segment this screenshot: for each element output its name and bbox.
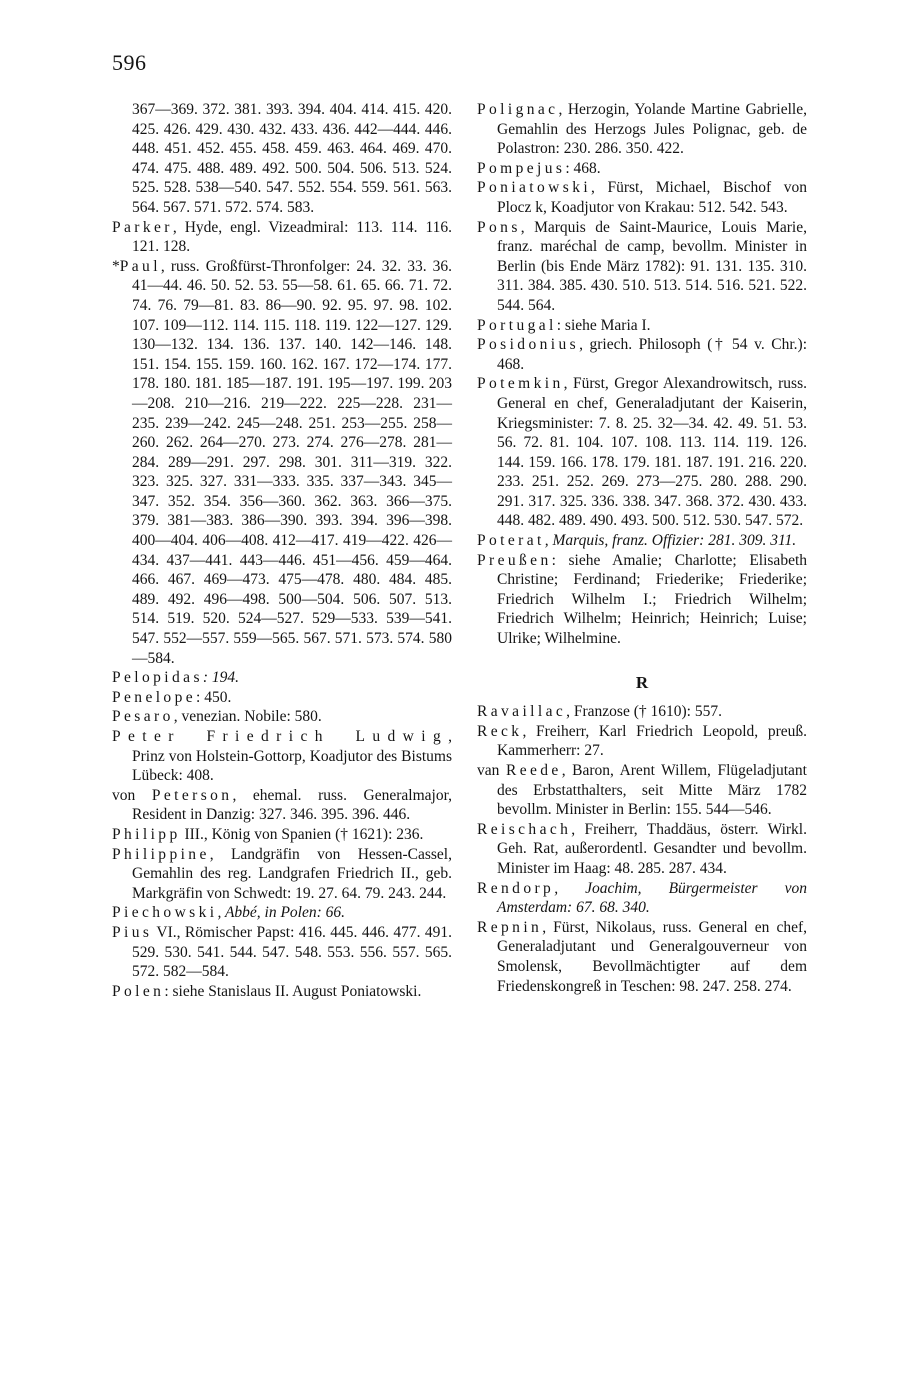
entry-text: III., König von Spanien († 1621): 236. (180, 825, 424, 843)
index-entry (112, 982, 452, 1002)
entry-name: Portugal (477, 316, 557, 334)
entry-name: Rendorp (477, 879, 555, 897)
index-entry (112, 257, 452, 668)
entry-text: 367—369. 372. 381. 393. 394. 404. 414. 415. 420. 425. 426. 429. 430. 432. 433. 436. 442—444. 446. 448. 451. 452. 455. 458. 459. 463. 464. 469. 470. 474. 475. 488. 489. 492. 500. 504. 506. 513. 524. 525. 528. 538—540. 547. 552. 554. 559. 561. 563. 564. 567. 571. 572. 574. 583. (132, 101, 452, 216)
entry-name: Poniatowski (477, 179, 592, 197)
entry-text: , Fürst, Nikolaus, russ. General en chef, Generaladjutant und Generalgouverneur von Smolensk, Bevollmächtigter auf dem Friedenskongreß in Teschen: 98. 247. 258. 274. (497, 918, 807, 995)
entry-name: Posidonius (477, 336, 580, 354)
entry-text: , Baron, Arent Willem, Flügeladjutant des Erbstatthalters, seit Mitte März 1782 bevollm. Minister in Berlin: 155. 544—546. (497, 762, 807, 819)
entry-text: : 450. (196, 688, 232, 706)
entry-text: , Joachim, Bürgermeister von Amsterdam: 67. 68. 340. (497, 879, 807, 917)
index-entry (477, 551, 807, 649)
entry-name: Parker (112, 218, 173, 236)
entry-text: , Marquis de Saint-Maurice, Louis Marie, franz. maréchal de camp, bevollm. Minister in Berlin (bis Ende März 1782): 91. 131. 135. 310. 311. 384. 385. 430. 510. 513. 514. 516. 521. 522. 544. 564. (497, 218, 807, 314)
entry-name: Philipp (112, 825, 181, 843)
entry-name: Polen (112, 982, 165, 1000)
entry-name: Philippine (112, 845, 210, 863)
entry-text: , ehemal. russ. Generalmajor, Resident in Danzig: 327. 346. 395. 396. 446. (132, 786, 453, 824)
entry-text: , Hyde, engl. Vizeadmiral: 113. 114. 116. 121. 128. (132, 218, 452, 256)
entry-text: , Prinz von Holstein-Gottorp, Koadjutor des Bistums Lübeck: 408. (132, 728, 452, 785)
index-entry (112, 707, 452, 727)
entry-name: Pons (477, 218, 521, 236)
index-entry (112, 727, 452, 786)
index-entry (112, 688, 452, 708)
entry-name: Reck (477, 722, 523, 740)
index-entry (477, 159, 807, 179)
entry-name: Potemkin (477, 375, 564, 393)
index-entry (477, 100, 807, 159)
entry-name: Pesaro (112, 708, 174, 726)
entry-text: , venezian. Nobile: 580. (173, 708, 322, 726)
entry-name: Peterson (151, 786, 233, 804)
entry-text: , Freiherr, Thaddäus, österr. Wirkl. Geh. Rat, außerordentl. Gesandter und bevollm. Minister im Haag: 48. 285. 287. 434. (497, 820, 807, 877)
entry-text: , Fürst, Gregor Alexandrowitsch, russ. General en chef, Generaladjutant der Kaiserin, Kriegsminister: 7. 8. 25. 32—34. 42. 49. 51. 53. 56. 72. 81. 104. 107. 108. 113. 114. 119. 126. 144. 159. 166. 178. 179. 181. 187. 191. 216. 220. 233. 251. 252. 269. 273—275. 280. 288. 290. 291. 317. 325. 336. 338. 347. 368. 372. 430. 433. 448. 482. 489. 490. 493. 500. 512. 530. 547. 572. (497, 375, 807, 530)
entry-text: , Fürst, Michael, Bischof von Plocz k, Koadjutor von Krakau: 512. 542. 543. (497, 179, 807, 216)
entry-prefix: van (477, 762, 506, 779)
index-entry (112, 218, 452, 257)
index-entry (477, 316, 807, 336)
index-entry (477, 879, 807, 918)
index-entry (477, 820, 807, 879)
entry-name: Reede (505, 762, 562, 779)
index-entry (112, 903, 452, 923)
entry-name: Pius (112, 923, 153, 941)
page-number: 596 (112, 50, 147, 75)
entry-name: Poterat (477, 532, 545, 550)
index-entry (112, 923, 452, 982)
index-entry (477, 702, 807, 722)
entry-name: Peter Friedrich Ludwig (112, 728, 449, 745)
entry-text: , Herzogin, Yolande Martine Gabrielle, Gemahlin des Herzogs Jules Polignac, geb. de Polastron: 230. 286. 350. 422. (497, 101, 807, 158)
entry-name: Piechowski (112, 904, 218, 922)
right-column (477, 100, 807, 996)
entry-prefix: von (112, 786, 152, 804)
index-entry (112, 668, 452, 688)
index-entry (477, 531, 807, 551)
entry-name: Ravaillac (477, 703, 567, 721)
entry-name: Pompejus (477, 159, 566, 177)
entry-text: , Marquis, franz. Offizier: 281. 309. 311. (544, 532, 797, 550)
entry-text: , Landgräfin von Hessen-Cassel, Gemahlin des reg. Landgrafen Friedrich II., geb. Markgräfin von Schwedt: 19. 27. 64. 79. 243. 244. (132, 845, 452, 902)
entry-prefix: * (112, 257, 120, 275)
index-entry (112, 845, 452, 904)
entry-text: , Franzose († 1610): 557. (566, 703, 722, 721)
index-entry (477, 178, 807, 217)
entry-text: : siehe Amalie; Charlotte; Elisabeth Christine; Ferdinand; Friederike; Friederike; Friedrich Wilhelm I.; Friedrich Wilhelm; Friedrich Wilhelm; Heinrich; Heinrich; Luise; Ulrike; Wilhelmine. (497, 551, 807, 648)
entry-name: Pelopidas (112, 669, 203, 687)
index-entry (112, 786, 452, 825)
entry-text: , russ. Großfürst-Thronfolger: 24. 32. 33. 36. 41—44. 46. 50. 52. 53. 55—58. 61. 65. 66. 71. 72. 74. 76. 79—81. 83. 86—90. 92. 95. 97. 98. 102. 107. 109—112. 114. 115. 118. 119. 122—127. 129. 130—132. 134. 136. 137. 140. 142—146. 148. 151. 154. 155. 159. 160. 162. 167. 172—174. 177. 178. 180. 181. 185—187. 191. 195—197. 199. 203—208. 210—216. 219—222. 225—228. 231—235. 239—242. 245—248. 251. 253—255. 258—260. 262. 264—270. 273. 274. 276—278. 281—284. 289—291. 297. 298. 301. 311—319. 322. 323. 325. 327. 331—333. 335. 337—343. 345—347. 352. 354. 356—360. 362. 363. 366—375. 379. 381—383. 386—390. 393. 394. 396—398. 400—404. 406—408. 412—417. 419—422. 426—434. 437—441. 443—446. 451—456. 459—464. 466. 467. 469—473. 475—478. 480. 484. 485. 489. 492. 496—498. 500—504. 506. 507. 513. 514. 519. 520. 524—527. 529—533. 539—541. 547. 552—557. 559—565. 567. 571. 573. 574. 580—584. (132, 257, 452, 667)
entry-name: Reischach (477, 820, 572, 838)
index-entry (112, 825, 452, 845)
entry-text: VI., Römischer Papst: 416. 445. 446. 477. 491. 529. 530. 541. 544. 547. 548. 553. 556. 557. 565. 572. 582—584. (132, 923, 452, 981)
entry-text: , Freiherr, Karl Friedrich Leopold, preuß. Kammerherr: 27. (497, 722, 807, 760)
entry-name: Polignac (477, 101, 559, 118)
index-entry (477, 335, 807, 374)
entry-name: Penelope (112, 688, 197, 706)
entry-name: Preußen (477, 551, 552, 569)
index-entry (477, 918, 807, 996)
left-column (112, 100, 452, 1001)
entry-text: : siehe Stanislaus II. August Poniatowski. (164, 982, 422, 1000)
entry-text: , griech. Philosoph († 54 v. Chr.): 468. (497, 336, 807, 373)
index-entry (112, 100, 452, 218)
section-heading-r: R (635, 672, 649, 692)
index-entry (477, 374, 807, 531)
index-entry (477, 761, 807, 820)
entry-text: : 194. (202, 669, 240, 687)
index-entry (477, 722, 807, 761)
index-entry (477, 218, 807, 316)
entry-text: , Abbé, in Polen: 66. (217, 904, 346, 922)
entry-name: Paul (119, 257, 161, 275)
entry-text: : siehe Maria I. (556, 316, 651, 334)
entry-text: : 468. (565, 159, 601, 177)
entry-name: Repnin (477, 918, 543, 936)
